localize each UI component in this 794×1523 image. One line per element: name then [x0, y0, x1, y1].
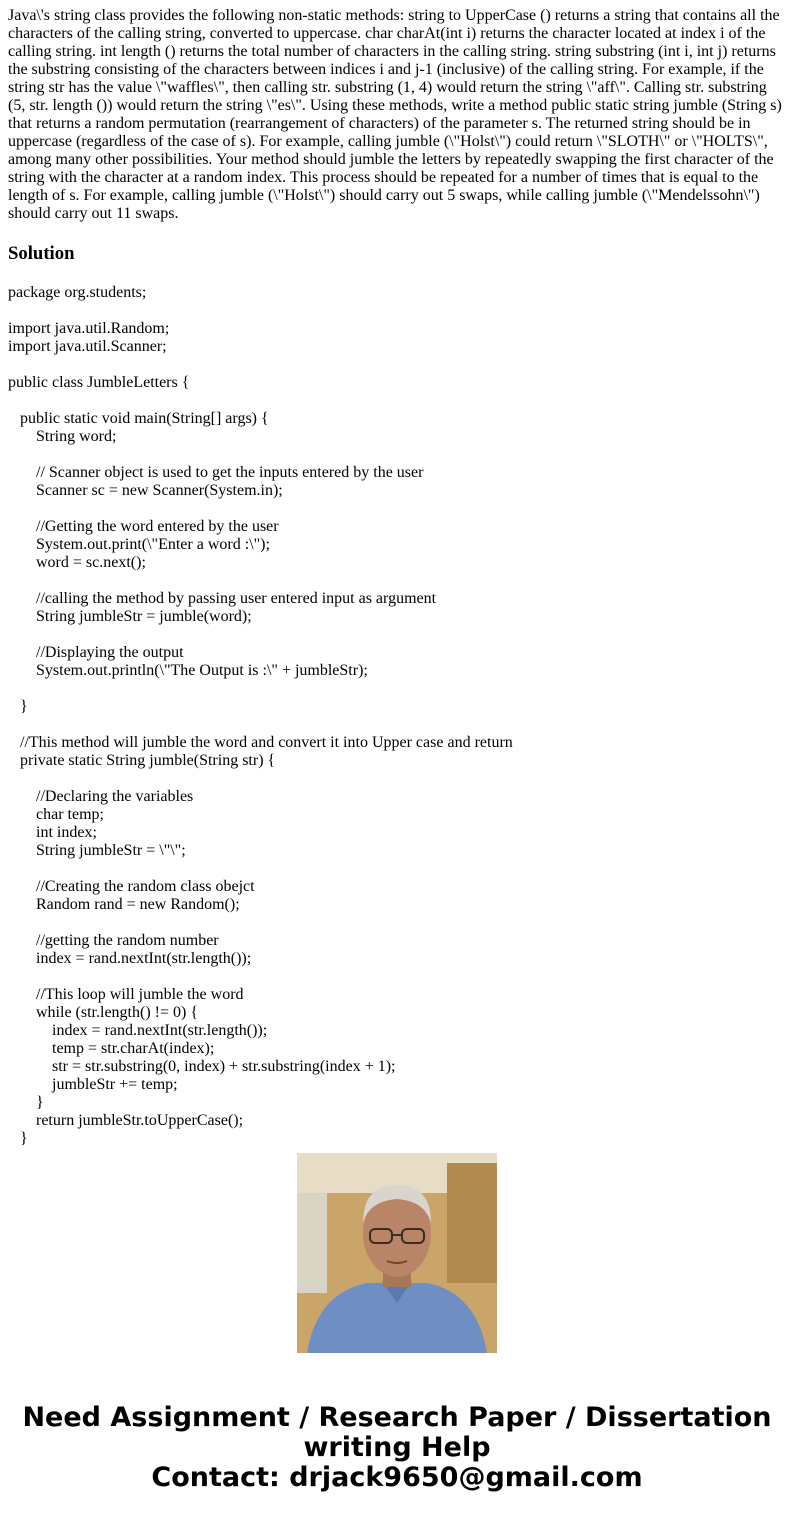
- code-line: String jumbleStr = \"\";: [8, 842, 186, 859]
- author-photo: [297, 1153, 497, 1353]
- code-line: int index;: [8, 824, 97, 841]
- code-line: [8, 392, 786, 410]
- code-line: private static String jumble(String str) {: [8, 752, 276, 769]
- code-line: //Creating the random class obejct: [8, 878, 255, 895]
- code-line: public class JumbleLetters {: [8, 374, 190, 391]
- code-line: [8, 302, 786, 320]
- code-line: [8, 770, 786, 788]
- code-line: [8, 500, 786, 518]
- code-line: }: [8, 698, 28, 715]
- code-line: [8, 716, 786, 734]
- code-line: temp = str.charAt(index);: [8, 1040, 215, 1057]
- code-line: System.out.print(\"Enter a word :\");: [8, 536, 270, 553]
- author-avatar: [297, 1153, 497, 1353]
- code-line: }: [8, 1094, 44, 1111]
- code-line: [8, 446, 786, 464]
- code-line: char temp;: [8, 806, 104, 823]
- code-line: //This loop will jumble the word: [8, 986, 244, 1003]
- code-line: while (str.length() != 0) {: [8, 1004, 198, 1021]
- solution-code: [8, 284, 786, 1147]
- code-line: [8, 572, 786, 590]
- code-line: [8, 356, 786, 374]
- code-line: [8, 914, 786, 932]
- code-line: public static void main(String[] args) {: [8, 410, 269, 427]
- code-line: index = rand.nextInt(str.length());: [8, 1022, 268, 1039]
- code-line: return jumbleStr.toUpperCase();: [8, 1112, 244, 1129]
- code-line: jumbleStr += temp;: [8, 1076, 178, 1093]
- code-line: Random rand = new Random();: [8, 896, 240, 913]
- banner-line-1: Need Assignment / Research Paper / Dissertation: [22, 1402, 772, 1433]
- code-line: import java.util.Random;: [8, 320, 170, 337]
- banner-contact: Contact: drjack9650@gmail.com: [151, 1462, 643, 1493]
- code-line: }: [8, 1130, 28, 1147]
- code-line: [8, 860, 786, 878]
- code-line: //getting the random number: [8, 932, 219, 949]
- code-line: index = rand.nextInt(str.length());: [8, 950, 252, 967]
- code-line: [8, 626, 786, 644]
- code-line: System.out.println(\"The Output is :\" + jumbleStr);: [8, 662, 368, 679]
- code-line: String jumbleStr = jumble(word);: [8, 608, 252, 625]
- code-line: word = sc.next();: [8, 554, 146, 571]
- question-text: Java\'s string class provides the following non-static methods: string to UpperCase () returns a string that contains all the characters of the calling string, converted to uppercase. char charAt(int i) returns the character located at index i of the calling string. int length () returns the total number of characters in the calling string. string substring (int i, int j) returns the substring consisting of the characters between indices i and j-1 (inclusive) of the calling string. For example, if the string str has the value \"waffles\", then calling str. substring (1, 4) would return the string \"aff\". Calling str. substring (5, str. length ()) would return the string \"es\". Using these methods, write a method public static string jumble (String s) that returns a random permutation (rearrangement of characters) of the parameter s. The returned string should be in uppercase (regardless of the case of s). For example, calling jumble (\"Holst\") could return \"SLOTH\" or \"HOLTS\", among many other possibilities. Your method should jumble the letters by repeatedly swapping the first character of the string with the character at a random index. This process should be repeated for a number of times that is equal to the length of s. For example, calling jumble (\"Holst\") should carry out 5 swaps, while calling jumble (\"Mendelssohn\") should carry out 11 swaps.: [8, 7, 782, 222]
- code-line: [8, 680, 786, 698]
- code-line: // Scanner object is used to get the inputs entered by the user: [8, 464, 424, 481]
- code-line: package org.students;: [8, 284, 147, 301]
- contact-banner: [0, 1403, 794, 1493]
- code-line: //Declaring the variables: [8, 788, 194, 805]
- code-line: import java.util.Scanner;: [8, 338, 167, 355]
- code-line: str = str.substring(0, index) + str.substring(index + 1);: [8, 1058, 396, 1075]
- code-line: //Displaying the output: [8, 644, 184, 661]
- code-line: [8, 968, 786, 986]
- code-line: //calling the method by passing user entered input as argument: [8, 590, 437, 607]
- banner-line-2: writing Help: [303, 1432, 491, 1463]
- code-line: //Getting the word entered by the user: [8, 518, 279, 535]
- solution-heading: Solution: [8, 243, 75, 264]
- code-line: String word;: [8, 428, 117, 445]
- code-line: //This method will jumble the word and convert it into Upper case and return: [8, 734, 513, 751]
- code-line: Scanner sc = new Scanner(System.in);: [8, 482, 283, 499]
